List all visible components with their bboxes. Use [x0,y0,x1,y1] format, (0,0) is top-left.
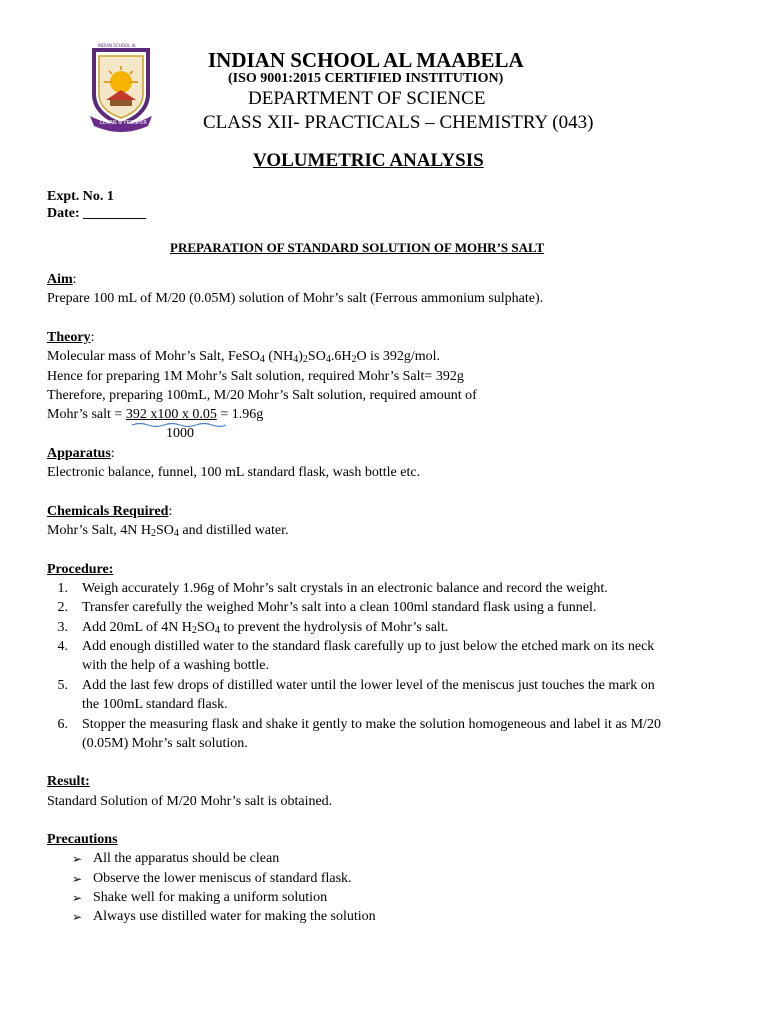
aim-heading: Aim [47,272,73,287]
apparatus-text: Electronic balance, funnel, 100 mL standard flask, wash bottle etc. [47,465,421,480]
bullet-arrow-icon: ➢ [72,852,83,866]
chemicals-text: Mohr’s Salt, 4N $H_2SO_4$ and distilled water. [47,523,289,539]
doc-title: VOLUMETRIC ANALYSIS [253,150,484,171]
school-name: INDIAN SCHOOL AL MAABELA [208,48,524,72]
iso-certification: (ISO 9001:2015 CERTIFIED INSTITUTION) [228,71,504,86]
precautions-heading: Precautions [47,832,118,847]
aim-heading-line [47,272,77,288]
result-heading: Result: [47,774,90,789]
theory-line-1: Molecular mass of Mohr’s Salt, FeSO$_4$ $(NH_4)_2SO_4.6H_2O$ is 392g/mol. [47,349,441,365]
fraction-numerator: 392 x100 x 0.05 [125,407,217,422]
aim-colon: : [72,272,77,287]
apparatus-colon: : [110,446,115,461]
expt-number: Expt. No. 1 [47,189,114,204]
apparatus-heading-line [47,446,115,462]
apparatus-heading: Apparatus [47,446,111,461]
bullet-arrow-icon: ➢ [72,910,83,924]
theory-colon: : [90,330,95,345]
logo-ribbon-text: LEARN & PROSPER [100,120,147,126]
result-text: Standard Solution of M/20 Mohr’s salt is obtained. [47,794,333,809]
expt-date: Date: _________ [47,206,147,221]
chemicals-colon: : [168,504,173,519]
theory-line-3: Therefore, preparing 100mL, M/20 Mohr’s Salt solution, required amount of [47,388,477,403]
theory-heading: Theory [47,330,91,345]
school-logo [86,42,156,132]
section-title: PREPARATION OF STANDARD SOLUTION OF MOHR’S SALT [170,240,545,255]
aim-text: Prepare 100 mL of M/20 (0.05M) solution of Mohr’s salt (Ferrous ammonium sulphate). [47,291,544,306]
logo-arc-text: INDIAN SCHOOL AL MAABELA [98,43,137,53]
department-name: DEPARTMENT OF SCIENCE [248,88,486,109]
bullet-arrow-icon: ➢ [72,891,83,905]
bullet-arrow-icon: ➢ [72,872,83,886]
theory-line-2: Hence for preparing 1M Mohr’s Salt solution, required Mohr’s Salt= 392g [47,369,464,384]
procedure-heading: Procedure: [47,562,114,577]
theory-heading-line [47,330,94,346]
theory-line-4: Mohr’s salt = 392 x100 x 0.05 = 1.96g [47,407,264,422]
chemicals-heading-line [47,504,172,520]
fraction-denominator: 1000 [166,426,194,441]
chemicals-heading: Chemicals Required [47,504,169,519]
class-line: CLASS XII- PRACTICALS – CHEMISTRY (043) [203,112,594,133]
